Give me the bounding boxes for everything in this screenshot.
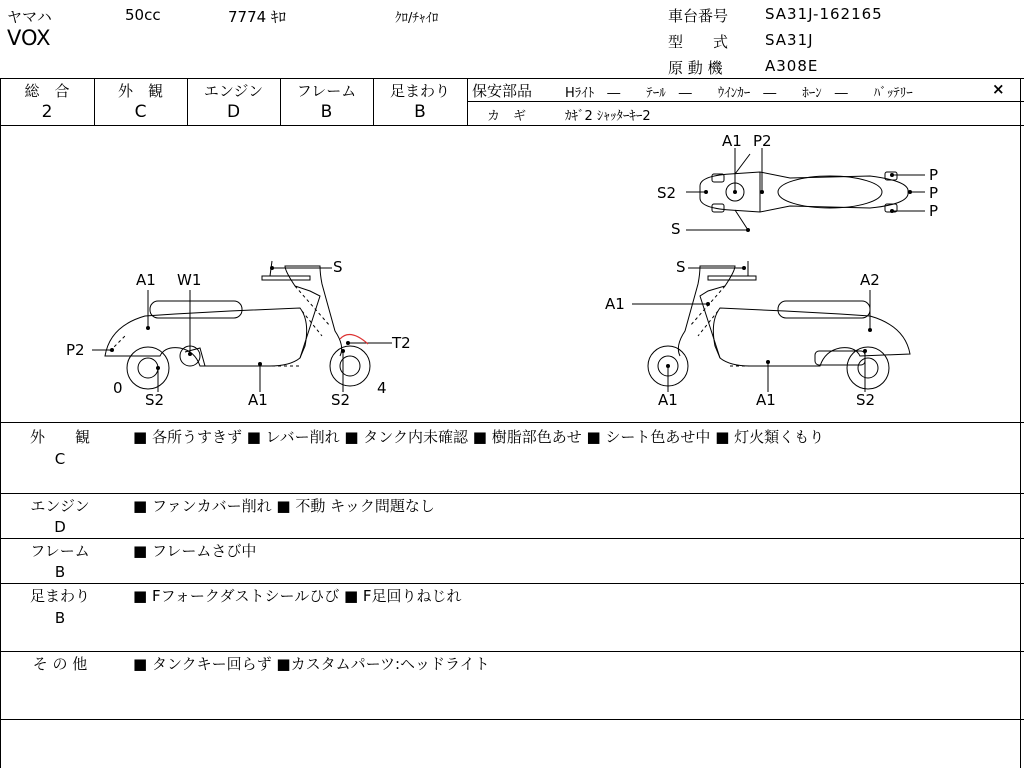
section-suspension-grade: B bbox=[54, 609, 66, 627]
mileage: 7774 ｷﾛ bbox=[228, 8, 286, 26]
label-left-P2: P2 bbox=[66, 341, 85, 359]
divider bbox=[0, 78, 1024, 79]
label-right-A1-floor: A1 bbox=[756, 391, 776, 409]
label-right-S2: S2 bbox=[856, 391, 876, 409]
label-top-A1: A1 bbox=[722, 132, 742, 150]
grade-total-value: 2 bbox=[41, 102, 53, 122]
frame-number-value: SA31J-162165 bbox=[765, 5, 883, 23]
scooter-left-view bbox=[92, 261, 370, 389]
label-right-S: S bbox=[676, 258, 686, 276]
label-top-P2: P2 bbox=[753, 132, 772, 150]
label-left-W1: W1 bbox=[177, 271, 202, 289]
divider bbox=[0, 538, 1024, 539]
label-left-T2: T2 bbox=[392, 334, 411, 352]
label-right-A1-wheel: A1 bbox=[658, 391, 678, 409]
section-frame-title: フレーム bbox=[30, 542, 90, 560]
section-suspension-text: ■ Fフォークダストシールひび ■ F足回りねじれ bbox=[133, 587, 462, 605]
label-right-A2: A2 bbox=[860, 271, 880, 289]
model-name: VOX bbox=[7, 26, 51, 50]
grade-engine-label: エンジン bbox=[203, 82, 264, 100]
grade-total-label: 総 合 bbox=[24, 82, 70, 100]
label-top-P-2: P bbox=[929, 184, 939, 202]
safety-parts-items: Hﾗｲﾄ ― ﾃｰﾙ ― ｳｲﾝｶｰ ― ﾎｰﾝ ― ﾊﾞｯﾃﾘｰ bbox=[565, 86, 913, 101]
label-top-S: S bbox=[671, 220, 681, 238]
grade-frame-value: B bbox=[320, 102, 333, 122]
section-other-text: ■ タンクキー回らず ■カスタムパーツ:ヘッドライト bbox=[133, 655, 490, 673]
divider bbox=[467, 101, 1024, 102]
divider bbox=[0, 719, 1024, 720]
damage-diagram bbox=[0, 126, 1020, 422]
maker: ヤマハ bbox=[7, 8, 52, 26]
label-top-S2: S2 bbox=[657, 184, 677, 202]
grade-exterior-label: 外 観 bbox=[117, 82, 163, 100]
section-frame-text: ■ フレームさび中 bbox=[133, 542, 257, 560]
divider bbox=[0, 493, 1024, 494]
frame-number-label: 車台番号 bbox=[668, 7, 729, 25]
label-left-4: 4 bbox=[377, 379, 387, 397]
label-left-S: S bbox=[333, 258, 343, 276]
section-engine-title: エンジン bbox=[30, 497, 90, 515]
section-engine-grade: D bbox=[54, 518, 66, 536]
grade-exterior-value: C bbox=[134, 102, 147, 122]
model-type-value: SA31J bbox=[765, 31, 814, 49]
section-exterior-grade: C bbox=[54, 450, 66, 468]
divider bbox=[0, 583, 1024, 584]
grade-frame-label: フレーム bbox=[296, 82, 357, 100]
divider bbox=[0, 651, 1024, 652]
safety-parts-label: 保安部品 bbox=[472, 82, 533, 100]
key-value: ｶｷﾞ2 ｼｬｯﾀｰｷｰ2 bbox=[565, 109, 651, 124]
label-right-A1-front: A1 bbox=[605, 295, 625, 313]
label-left-S2-front: S2 bbox=[145, 391, 165, 409]
section-exterior-text: ■ 各所うすきず ■ レバー削れ ■ タンク内未確認 ■ 樹脂部色あせ ■ シート色あせ中 ■ 灯火類くもり bbox=[133, 428, 825, 446]
section-exterior-title: 外 観 bbox=[29, 428, 90, 446]
grade-engine-value: D bbox=[226, 102, 241, 122]
divider bbox=[1020, 78, 1021, 768]
label-top-P-1: P bbox=[929, 166, 939, 184]
grade-suspension-value: B bbox=[414, 102, 426, 122]
section-other-title: そ の 他 bbox=[32, 655, 88, 673]
divider bbox=[467, 78, 468, 125]
label-left-0: 0 bbox=[113, 379, 123, 397]
key-label: カ ギ bbox=[487, 109, 527, 124]
label-left-A1-floor: A1 bbox=[248, 391, 268, 409]
section-engine-text: ■ ファンカバー削れ ■ 不動 キック問題なし bbox=[133, 497, 435, 515]
grade-suspension-label: 足まわり bbox=[389, 82, 450, 100]
divider bbox=[0, 422, 1024, 423]
label-left-A1: A1 bbox=[136, 271, 156, 289]
label-top-P-3: P bbox=[929, 202, 939, 220]
scooter-top-view bbox=[700, 154, 908, 230]
color: ｸﾛ/ﾁｬｲﾛ bbox=[395, 11, 439, 26]
battery-mark: × bbox=[992, 80, 1005, 98]
section-frame-grade: B bbox=[54, 563, 66, 581]
model-type-label: 型 式 bbox=[668, 33, 729, 51]
engine-model-label: 原 動 機 bbox=[668, 59, 723, 77]
displacement: 50cc bbox=[125, 6, 161, 24]
leader-lines bbox=[148, 148, 925, 392]
section-suspension-title: 足まわり bbox=[29, 587, 90, 605]
engine-model-value: A308E bbox=[765, 57, 819, 75]
label-left-S2-rear: S2 bbox=[331, 391, 351, 409]
